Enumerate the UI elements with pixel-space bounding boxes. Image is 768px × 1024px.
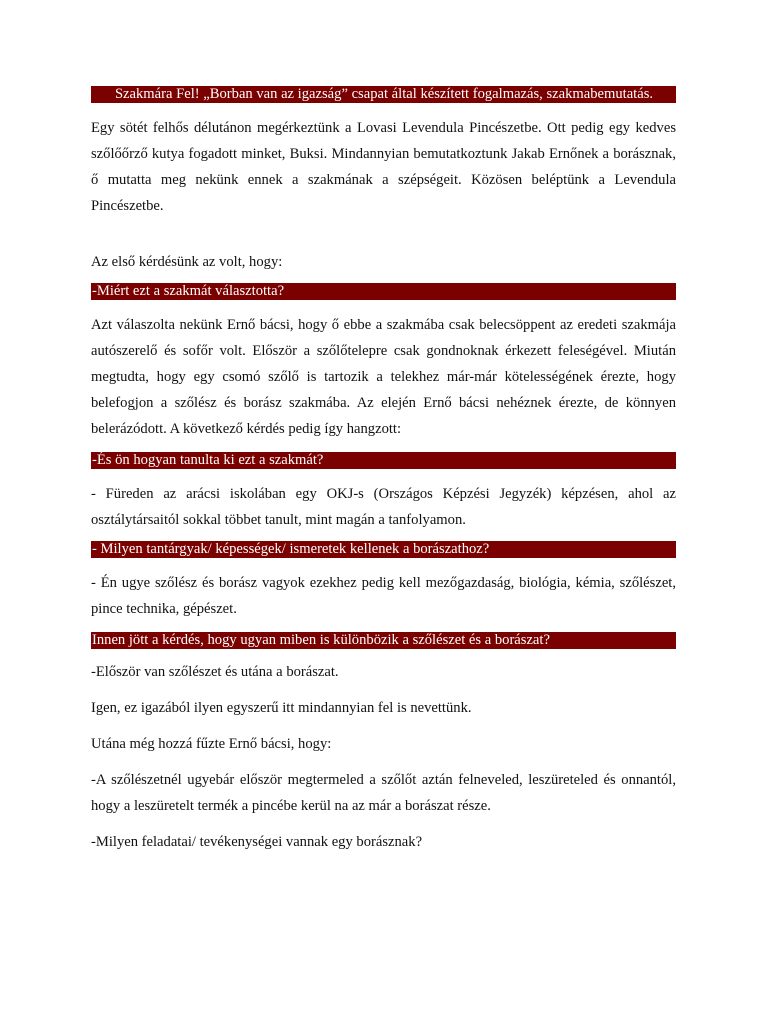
answer-4-line: -Először van szőlészet és utána a borászat. — [91, 664, 339, 680]
question-1-banner: -Miért ezt a szakmát választotta? — [91, 283, 676, 300]
answer-1-paragraph: Azt válaszolta nekünk Ernő bácsi, hogy ő ebbe a szakmába csak belecsöppent az eredeti szakmája autószerelő és sofőr volt. Először a szőlőtelepre csak gondnoknak érkezett feleségével. Miután megtudta, hogy egy csomó szőlő is tartozik a telekhez már-már kötelességének érezte, hogy belefogjon a szőlész és borász szakmába. Az elején Ernő bácsi nehéznek érezte, de könnyen belerázódott. A következő kérdés pedig így hangzott: — [91, 317, 676, 437]
answer-3-paragraph: - Én ugye szőlész és borász vagyok ezekhez pedig kell mezőgazdaság, biológia, kémia, szőlészet, pince technika, gépészet. — [91, 575, 676, 617]
answer-4-followup: -A szőlészetnél ugyebár először megtermeled a szőlőt aztán felneveled, leszüreteled és onnantól, hogy a leszüretelt termék a pincébe kerül na az már a borászat része. — [91, 772, 676, 814]
intro-paragraph: Egy sötét felhős délutánon megérkeztünk a Lovasi Levendula Pincészetbe. Ott pedig egy kedves szőlőőrző kutya fogadott minket, Buksi. Mindannyian bemutatkoztunk Jakab Ernőnek a borásznak, ő mutatta meg nekünk ennek a szakmának a szépségeit. Közösen beléptünk a Levendula Pincészetbe. — [91, 120, 676, 214]
answer-4-comment: Igen, ez igazából ilyen egyszerű itt mindannyian fel is nevettünk. — [91, 700, 472, 716]
answer-2-paragraph: - Füreden az arácsi iskolában egy OKJ-s (Országos Képzési Jegyzék) képzésen, ahol az osztálytársaitól sokkal többet tanult, mint magán a tanfolyamon. — [91, 486, 676, 528]
question-3-banner: - Milyen tantárgyak/ képességek/ ismeretek kellenek a borászathoz? — [91, 541, 676, 558]
question-4-banner: Innen jött a kérdés, hogy ugyan miben is különbözik a szőlészet és a borászat? — [91, 632, 676, 649]
question-5-line: -Milyen feladatai/ tevékenységei vannak egy borásznak? — [91, 834, 423, 850]
title-banner: Szakmára Fel! „Borban van az igazság” csapat által készített fogalmazás, szakmabemutatás. — [91, 86, 676, 103]
answer-4-followup-intro: Utána még hozzá fűzte Ernő bácsi, hogy: — [91, 736, 332, 752]
first-question-intro: Az első kérdésünk az volt, hogy: — [91, 254, 283, 270]
question-2-banner: -És ön hogyan tanulta ki ezt a szakmát? — [91, 452, 676, 469]
